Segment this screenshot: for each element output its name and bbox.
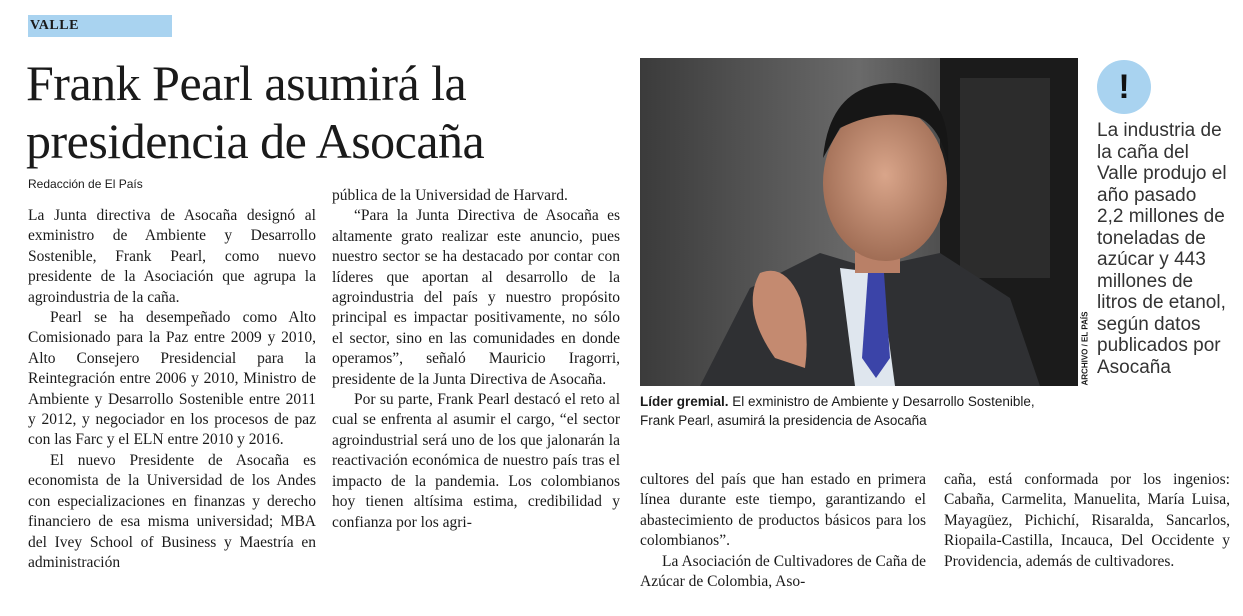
paragraph: pública de la Universidad de Harvard. (332, 187, 568, 204)
paragraph: El nuevo Presidente de Asocaña es economista de la Universidad de los Andes con especializaciones en finanzas y derecho financiero de esa misma universidad; MBA del Ivey School of Business y Maestría en administración (28, 451, 316, 571)
headline: Frank Pearl asumirá la presidencia de Asocaña (26, 55, 485, 169)
portrait-image (640, 58, 1078, 386)
article-column-2 (332, 186, 620, 533)
paragraph: cultores del país que han estado en primera línea durante este tiempo, garantizando el abastecimiento de productos básicos para los colombianos”. (640, 471, 926, 550)
paragraph: Por su parte, Frank Pearl destacó el reto al cual se enfrenta al asumir el cargo, “el sector agroindustrial será uno de los que jalonarán la reactivación económica de nuestro país tras el impacto de la pandemia. Los colombianos hoy tienen altísima estima, credibilidad y confianza por los agri- (332, 391, 620, 531)
photo-credit: ARCHIVO / EL PAÍS (1080, 311, 1090, 386)
paragraph: Pearl se ha desempeñado como Alto Comisionado para la Paz entre 2009 y 2010, Alto Consejero Presidencial para la Reintegración entre 2006 y 2010, Ministro de Ambiente y Desarrollo Sostenible entre 2011 y 2012, y negociador en los procesos de paz con las Farc y el ELN entre 2010 y 2016. (28, 309, 316, 449)
exclamation-icon: ! (1097, 60, 1151, 114)
factbox-text: La industria de la caña del Valle produjo el año pasado 2,2 millones de toneladas de azúcar y 443 millones de litros de etanol, según datos publicados por Asocaña (1097, 120, 1227, 378)
photo-caption (640, 392, 1070, 430)
caption-lead: Líder gremial. (640, 394, 729, 409)
article-column-3 (640, 470, 926, 592)
section-label: VALLE (28, 15, 172, 37)
paragraph: caña, está conformada por los ingenios: Cabaña, Carmelita, Manuelita, María Luisa, Mayagüez, Pichichí, Risaralda, Sancarlos, Riopaila-Castilla, Incauca, Del Occidente y Providencia, además de cultivadores. (944, 471, 1230, 570)
article-column-1 (28, 206, 316, 573)
article-column-4 (944, 470, 1230, 572)
article-photo (640, 58, 1078, 386)
paragraph: La Asociación de Cultivadores de Caña de Azúcar de Colombia, Aso- (640, 552, 926, 591)
caption-text: El exministro de Ambiente y Desarrollo Sostenible, Frank Pearl, asumirá la presidencia de Asocaña (640, 394, 1035, 428)
paragraph: La Junta directiva de Asocaña designó al exministro de Ambiente y Desarrollo Sostenible, Frank Pearl, como nuevo presidente de la Asociación que agrupa la agroindustria de la caña. (28, 207, 316, 306)
byline: Redacción de El País (28, 177, 143, 191)
paragraph: “Para la Junta Directiva de Asocaña es altamente grato realizar este anuncio, pues nuestro sector se ha destacado por contar con líderes que aportan al desarrollo de la agroindustria del país y nuestro propósito principal es impactar positivamente, no sólo el sector, sino en las comunidades en donde operamos”, señaló Mauricio Iragorri, presidente de la Junta Directiva de Asocaña. (332, 207, 620, 388)
